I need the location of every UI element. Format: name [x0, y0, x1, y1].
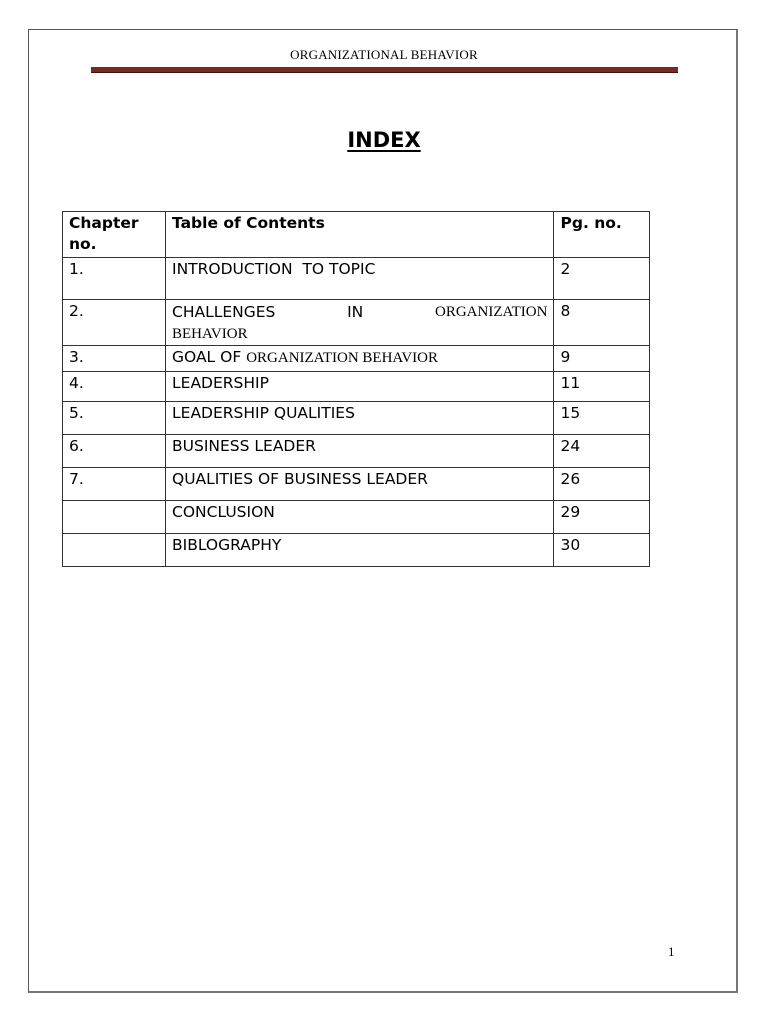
page-ref: 2 — [554, 258, 650, 300]
table-row — [63, 501, 650, 534]
table-header-row — [63, 212, 650, 258]
table-row — [63, 258, 650, 300]
chapter-number: 2. — [63, 300, 166, 346]
chapter-number — [63, 534, 166, 567]
chapter-title-word: IN — [347, 303, 364, 321]
chapter-title: QUALITIES OF BUSINESS LEADER — [166, 468, 554, 501]
chapter-number: 5. — [63, 402, 166, 435]
table-row — [63, 402, 650, 435]
chapter-number: 6. — [63, 435, 166, 468]
table-of-contents — [62, 211, 650, 567]
table-row — [63, 435, 650, 468]
header-rule — [91, 67, 678, 73]
page-ref: 8 — [554, 300, 650, 346]
chapter-number: 1. — [63, 258, 166, 300]
page-ref: 15 — [554, 402, 650, 435]
chapter-title-continued: BEHAVIOR — [172, 326, 248, 342]
chapter-title — [166, 346, 554, 372]
chapter-title-word: ORGANIZATION — [434, 304, 548, 320]
table-row — [63, 346, 650, 372]
chapter-title — [166, 300, 554, 346]
page-ref: 9 — [554, 346, 650, 372]
header-page: Pg. no. — [554, 212, 650, 258]
chapter-number: 7. — [63, 468, 166, 501]
chapter-title: LEADERSHIP — [166, 372, 554, 402]
running-header: ORGANIZATIONAL BEHAVIOR — [290, 47, 478, 62]
table-row — [63, 372, 650, 402]
page-ref: 30 — [554, 534, 650, 567]
table-row — [63, 534, 650, 567]
page-number: 1 — [668, 944, 675, 959]
page-ref: 24 — [554, 435, 650, 468]
page-ref: 11 — [554, 372, 650, 402]
chapter-number: 3. — [63, 346, 166, 372]
index-title: INDEX — [347, 128, 421, 152]
table-row — [63, 300, 650, 346]
chapter-title: BIBLOGRAPHY — [166, 534, 554, 567]
header-chapter: Chapter no. — [63, 212, 166, 258]
chapter-title: INTRODUCTION TO TOPIC — [166, 258, 554, 300]
chapter-title: BUSINESS LEADER — [166, 435, 554, 468]
page-ref: 29 — [554, 501, 650, 534]
chapter-number: 4. — [63, 372, 166, 402]
chapter-title-part: ORGANIZATION BEHAVIOR — [246, 350, 438, 366]
table-row — [63, 468, 650, 501]
header-contents: Table of Contents — [166, 212, 554, 258]
chapter-title: LEADERSHIP QUALITIES — [166, 402, 554, 435]
chapter-title-word: CHALLENGES — [172, 303, 276, 321]
page-ref: 26 — [554, 468, 650, 501]
chapter-title: CONCLUSION — [166, 501, 554, 534]
chapter-title-part: GOAL OF — [172, 348, 242, 366]
chapter-number — [63, 501, 166, 534]
